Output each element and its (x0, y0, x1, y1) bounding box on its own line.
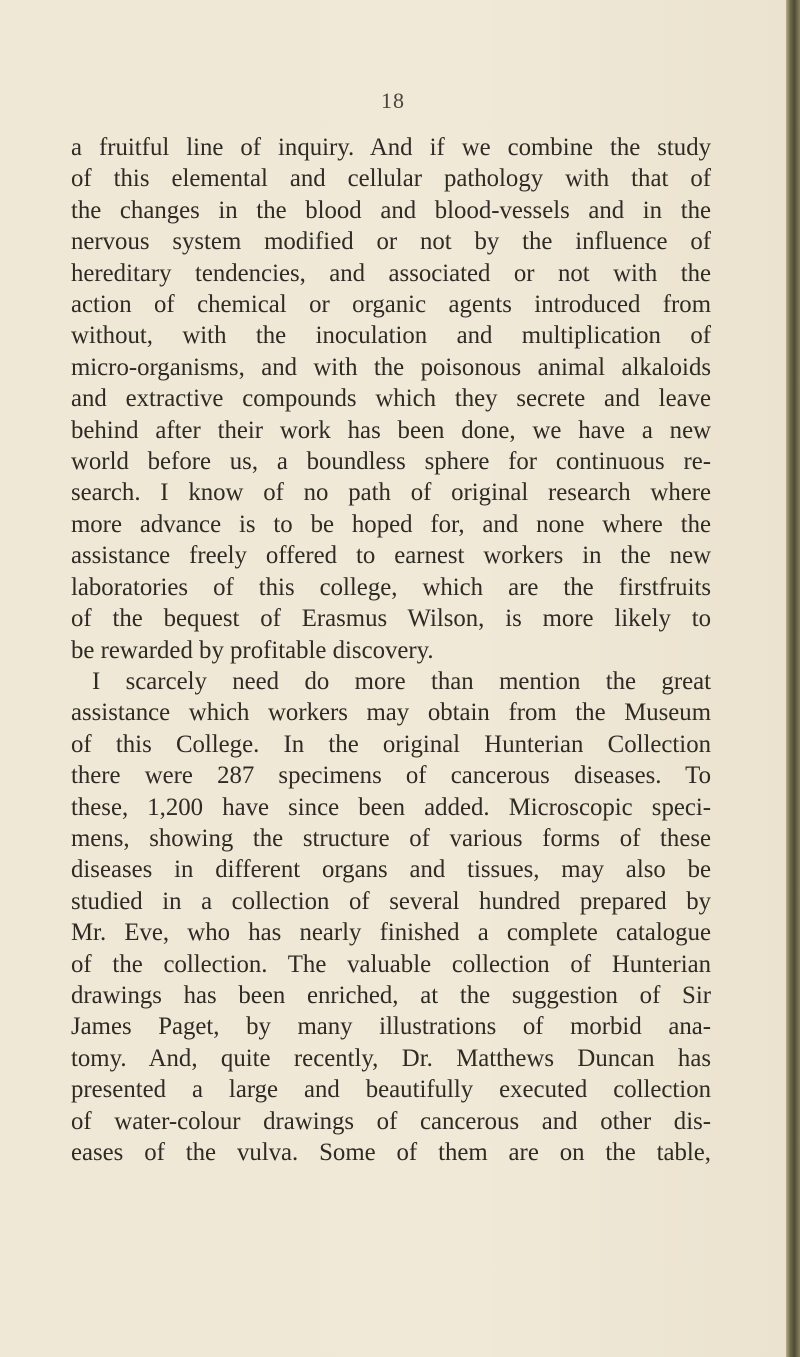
text-line: of the collection. The valuable collection of Hunterian (71, 950, 711, 978)
text-line: the changes in the blood and blood-vessels and in the (71, 196, 711, 224)
text-line: studied in a collection of several hundred prepared by (71, 887, 711, 915)
text-line: of this College. In the original Hunterian Collection (71, 730, 711, 758)
text-line: a fruitful line of inquiry. And if we combine the study (71, 134, 711, 161)
text-line: and extractive compounds which they secrete and leave (71, 385, 711, 413)
paragraph-start-line: I scarcely need do more than mention the great (92, 667, 711, 695)
text-line: of water-colour drawings of cancerous and other dis- (71, 1107, 711, 1135)
text-line: behind after their work has been done, we have a new (71, 416, 711, 444)
text-line: world before us, a boundless sphere for continuous re- (71, 448, 711, 476)
text-line: hereditary tendencies, and associated or not with the (71, 259, 711, 287)
text-line: laboratories of this college, which are the firstfruits (71, 573, 711, 601)
text-line: search. I know of no path of original research where (71, 479, 711, 507)
text-line: diseases in different organs and tissues, may also be (71, 856, 711, 884)
text-line: James Paget, by many illustrations of morbid ana- (71, 1013, 711, 1041)
text-line: of this elemental and cellular pathology with that of (71, 165, 711, 193)
text-line: more advance is to be hoped for, and none where the (71, 510, 711, 538)
text-line: Mr. Eve, who has nearly finished a complete catalogue (71, 919, 711, 947)
text-line: eases of the vulva. Some of them are on the table, (71, 1139, 711, 1166)
text-line: assistance which workers may obtain from the Museum (71, 699, 711, 727)
text-line: tomy. And, quite recently, Dr. Matthews Duncan has (71, 1044, 711, 1072)
text-line: of the bequest of Erasmus Wilson, is more likely to (71, 605, 711, 633)
text-line: action of chemical or organic agents introduced from (71, 291, 711, 319)
text-line: micro-organisms, and with the poisonous animal alkaloids (71, 353, 711, 381)
text-line: without, with the inoculation and multiplication of (71, 322, 711, 350)
page-number: 18 (381, 88, 405, 113)
text-line: presented a large and beautifully executed collection (71, 1076, 711, 1104)
paragraph-end-line: be rewarded by profitable discovery. (71, 636, 434, 664)
text-line: assistance freely offered to earnest workers in the new (71, 542, 711, 570)
text-line: there were 287 specimens of cancerous diseases. To (71, 762, 711, 790)
text-line: drawings has been enriched, at the suggestion of Sir (71, 981, 711, 1009)
body-text (71, 132, 711, 1168)
text-line: mens, showing the structure of various forms of these (71, 824, 711, 852)
page-edge (786, 0, 800, 1357)
text-line: these, 1,200 have since been added. Microscopic speci- (71, 793, 711, 821)
text-line: nervous system modified or not by the influence of (71, 228, 711, 256)
